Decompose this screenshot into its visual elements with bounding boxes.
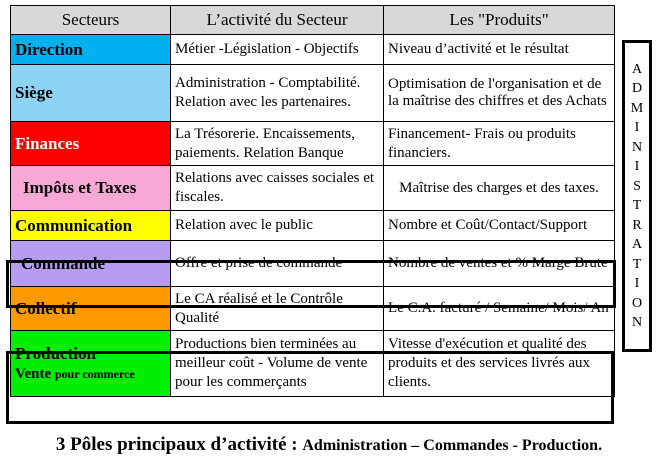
product-impots: Maîtrise des charges et des taxes. [384,166,615,211]
side-label-letter: S [633,178,641,194]
activity-collectif: Le CA réalisé et le Contrôle Qualité [171,287,384,331]
sector-communication: Communication [11,211,171,241]
sector-production-commerce: pour commerce [54,366,135,381]
side-label-letter: N [631,139,643,155]
product-commande: Nombre de ventes et % Marge Brute [384,241,615,287]
sector-collectif: Collectif [11,287,171,331]
header-produits: Les "Produits" [384,6,615,35]
caption [0,434,658,456]
side-label-letter: A [631,61,643,77]
side-label-letter: D [631,81,643,96]
administration-side-label [622,40,652,352]
sector-production-title: Production [15,343,96,363]
activity-finances: La Trésorerie. Encaissements, paiements. Relation Banque [171,122,384,166]
side-label-letter: M [630,100,644,116]
sector-production-vente: Vente [15,365,52,382]
sector-production [11,331,171,397]
activity-direction: Métier -Législation - Objectifs [171,35,384,65]
side-label-letter: I [634,120,640,135]
table-row-finances [11,122,615,166]
product-communication: Nombre et Coût/Contact/Support [384,211,615,241]
product-production: Vitesse d'exécution et qualité des produits et des services livrés aux clients. [384,331,615,397]
sector-siege: Siège [11,65,171,122]
sector-finances: Finances [11,122,171,166]
side-label-letter: T [632,198,642,213]
activity-commande: Offre et prise de commande [171,241,384,287]
side-label-letter: I [634,276,640,291]
activity-siege: Administration - Comptabilité. Relation avec les partenaires. [171,65,384,122]
table-row-production [11,331,615,397]
side-label-letter: R [632,217,642,233]
table-row-direction [11,35,615,65]
side-label-letter: A [631,237,643,252]
table-row-commande [11,241,615,287]
table-row-impots [11,166,615,211]
caption-lead: 3 Pôles principaux d’activité : [55,434,303,455]
product-finances: Financement- Frais ou produits financiers. [384,122,615,166]
product-collectif: Le C.A. facturé / Semaine/ Mois/ An [384,287,615,331]
side-label-letter: I [634,159,640,174]
header-secteurs: Secteurs [11,6,171,35]
table-header-row [11,6,615,35]
side-label-letter: N [631,315,643,330]
sector-production-subtitle [15,364,166,384]
table-row-communication [11,211,615,241]
table-row-siege [11,65,615,122]
product-siege: Optimisation de l'organisation et de la maîtrise des chiffres et des Achats [384,65,615,122]
table-row-collectif [11,287,615,331]
header-activite: L’activité du Secteur [171,6,384,35]
side-label-letter: O [631,295,643,311]
sector-commande: Commande [11,241,171,287]
activity-production: Productions bien terminées au meilleur coût - Volume de vente pour les commerçants [171,331,384,397]
caption-rest: Administration – Commandes - Production. [302,437,603,454]
activity-communication: Relation avec le public [171,211,384,241]
activity-impots: Relations avec caisses sociales et fiscales. [171,166,384,211]
sector-table [10,5,615,397]
sector-impots: Impôts et Taxes [11,166,171,211]
sector-table-container [10,5,614,397]
side-label-letter: T [632,256,642,272]
product-direction: Niveau d’activité et le résultat [384,35,615,65]
sector-direction: Direction [11,35,171,65]
